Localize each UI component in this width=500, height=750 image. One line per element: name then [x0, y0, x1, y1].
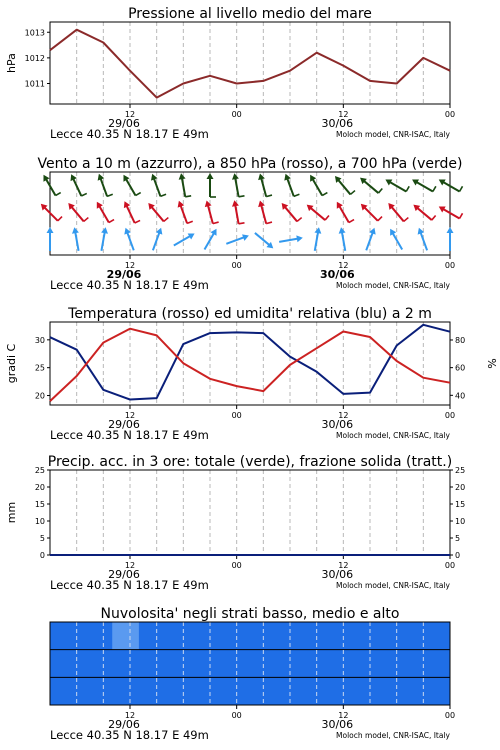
wind-arrow [179, 173, 191, 197]
wind-barb [107, 194, 113, 196]
wind-arrow [439, 206, 463, 218]
x-tick-label: 00 [231, 110, 242, 119]
wind-arrow-head [72, 227, 79, 234]
x-date-label: 29/06 [108, 418, 140, 431]
wind-arrow [310, 175, 327, 196]
pressure-line [50, 30, 450, 98]
y-tick-label: 0 [39, 551, 45, 560]
model-credit: Moloch model, CNR-ISAC, Italy [336, 731, 450, 740]
wind-arrow-head [296, 235, 303, 242]
x-tick-label: 12 [124, 411, 136, 420]
y-tick-label: 1011 [24, 79, 45, 89]
chart-title: Precip. acc. in 3 ore: totale (verde), frazione solida (tratt.) [47, 454, 453, 470]
x-tick-label: 12 [338, 411, 349, 420]
y-tick-label: 25 [34, 466, 45, 475]
wind-barb [136, 193, 141, 196]
x-tick-label: 00 [444, 110, 456, 119]
plot-frame [50, 22, 450, 104]
wind-barb [239, 196, 245, 197]
x-tick-label: 12 [338, 261, 349, 270]
location-label: Lecce 40.35 N 18.17 E 49m [50, 127, 209, 141]
wind-arrow [43, 175, 60, 196]
model-credit: Moloch model, CNR-ISAC, Italy [336, 281, 450, 290]
wind-barb [349, 220, 354, 223]
model-credit: Moloch model, CNR-ISAC, Italy [336, 581, 450, 590]
y-axis-label: mm [5, 501, 18, 524]
model-credit: Moloch model, CNR-ISAC, Italy [336, 431, 450, 440]
wind-arrow [148, 203, 168, 221]
temperature-humidity-chart [5, 306, 498, 442]
wind-arrow [413, 205, 435, 220]
wind-arrow [339, 227, 346, 251]
wind-barb [109, 220, 114, 223]
wind-arrow [232, 173, 244, 197]
wind-arrow [151, 174, 166, 197]
y-tick-label: 1012 [24, 53, 45, 63]
wind-arrow [335, 176, 355, 194]
location-label: Lecce 40.35 N 18.17 E 49m [50, 278, 209, 292]
wind-arrow [207, 173, 217, 197]
cloud-cell-light [112, 622, 139, 650]
wind-barb [325, 215, 329, 220]
wind-arrow [418, 228, 427, 251]
wind-arrow [205, 229, 217, 250]
wind-barb [460, 186, 463, 191]
wind-arrow [68, 203, 88, 221]
wind-barb [185, 196, 191, 197]
x-tick-label: 00 [444, 261, 456, 270]
temperature-line [50, 329, 450, 401]
y-tick-label: 10 [34, 517, 45, 526]
wind-arrow-head [258, 200, 265, 207]
x-date-label: 30/06 [321, 117, 354, 130]
location-label: Lecce 40.35 N 18.17 E 49m [50, 578, 209, 592]
wind-barb [213, 222, 219, 224]
y2-tick-label: 5 [455, 534, 461, 543]
chart-title: Temperatura (rosso) ed umidita' relativa (blu) a 2 m [68, 306, 432, 322]
x-date-label: 30/06 [321, 568, 354, 581]
y2-tick-label: 60 [455, 363, 466, 373]
wind-arrow [255, 233, 273, 248]
x-date-label: 29/06 [106, 268, 142, 281]
x-tick-label: 12 [338, 711, 349, 720]
y-tick-label: 1013 [24, 28, 45, 38]
wind-arrow [412, 179, 436, 191]
x-date-label: 29/06 [108, 568, 140, 581]
wind-arrow [282, 203, 302, 221]
y2-axis-label: % [485, 358, 498, 369]
wind-arrow-head [179, 173, 186, 180]
y2-tick-label: 15 [455, 500, 466, 509]
x-date-label: 30/06 [321, 418, 354, 431]
wind-arrow-head [339, 227, 346, 234]
model-credit: Moloch model, CNR-ISAC, Italy [336, 130, 450, 139]
wind-arrow [388, 203, 408, 221]
x-date-label: 30/06 [321, 718, 354, 731]
wind-barb [266, 222, 272, 224]
cloud-row-alto [50, 622, 450, 650]
wind-chart [37, 156, 462, 292]
wind-arrow [41, 204, 62, 221]
cloud-row-basso [50, 677, 450, 705]
y-tick-label: 20 [34, 391, 45, 401]
precipitation-chart [5, 454, 465, 592]
x-tick-label: 12 [338, 561, 349, 570]
y-tick-label: 5 [39, 534, 45, 543]
wind-arrow [258, 173, 272, 196]
x-tick-label: 12 [124, 711, 136, 720]
wind-arrow [226, 234, 249, 243]
wind-arrow [232, 200, 244, 224]
y2-tick-label: 80 [455, 335, 466, 345]
wind-arrow [174, 233, 195, 245]
x-date-label: 29/06 [108, 718, 140, 731]
wind-arrow [101, 227, 108, 251]
y2-tick-label: 20 [455, 483, 466, 492]
wind-arrow-head [47, 227, 54, 233]
wind-barb [160, 194, 166, 196]
wind-barb [58, 217, 62, 221]
y2-tick-label: 40 [455, 391, 466, 401]
y2-tick-label: 0 [455, 551, 461, 560]
wind-arrow [361, 204, 382, 221]
wind-arrow [47, 227, 54, 251]
wind-arrow [385, 179, 409, 191]
x-tick-label: 00 [231, 561, 242, 570]
wind-barb [187, 221, 193, 223]
wind-arrow [124, 228, 133, 251]
y2-tick-label: 10 [455, 517, 466, 526]
wind-barb [350, 191, 355, 195]
x-tick-label: 00 [444, 561, 456, 570]
cloud-cover-chart [50, 606, 455, 742]
wind-barb [81, 193, 86, 196]
wind-arrow-head [314, 227, 321, 234]
chart-title: Vento a 10 m (azzurro), a 850 hPa (rosso), a 700 hPa (verde) [37, 156, 463, 172]
wind-barb [84, 218, 89, 222]
chart-title: Pressione al livello medio del mare [128, 6, 372, 22]
wind-barb [322, 193, 327, 196]
wind-arrow [279, 235, 303, 242]
x-tick-label: 00 [444, 411, 456, 420]
wind-arrow [390, 229, 402, 250]
x-tick-label: 00 [231, 261, 242, 270]
location-label: Lecce 40.35 N 18.17 E 49m [50, 728, 209, 742]
pressure-chart [5, 6, 455, 141]
x-tick-label: 12 [124, 561, 136, 570]
wind-barb [294, 194, 300, 196]
wind-barb [239, 223, 245, 224]
wind-arrow [123, 175, 140, 196]
wind-arrow [124, 201, 140, 223]
wind-barb [266, 195, 272, 197]
wind-barb [378, 217, 382, 221]
wind-arrow [447, 227, 454, 251]
x-tick-label: 00 [444, 711, 456, 720]
chart-title: Nuvolosita' negli strati basso, medio e alto [100, 606, 400, 622]
wind-arrow [97, 202, 114, 223]
x-tick-label: 00 [231, 411, 242, 420]
wind-arrow [439, 179, 463, 191]
y-tick-label: 20 [34, 483, 45, 492]
location-label: Lecce 40.35 N 18.17 E 49m [50, 428, 209, 442]
wind-barb [404, 218, 409, 222]
wind-arrow-head [258, 173, 265, 180]
x-tick-label: 12 [338, 110, 349, 119]
plot-frame [50, 470, 450, 555]
wind-arrow [72, 227, 79, 251]
y-tick-label: 15 [34, 500, 45, 509]
x-tick-label: 12 [124, 110, 136, 119]
wind-barb [56, 193, 61, 196]
y-tick-label: 30 [34, 335, 45, 345]
wind-barb [460, 213, 463, 218]
wind-arrow-head [232, 200, 239, 207]
x-date-label: 30/06 [320, 268, 355, 281]
wind-barb [378, 188, 382, 193]
wind-arrow [153, 228, 162, 251]
wind-arrow [366, 228, 375, 251]
wind-arrow [205, 200, 219, 223]
wind-barb [135, 220, 140, 223]
wind-arrow-head [447, 227, 454, 233]
wind-arrow [71, 174, 87, 196]
wind-arrow-head [232, 173, 239, 180]
wind-arrow [284, 174, 299, 197]
x-tick-label: 12 [124, 261, 136, 270]
wind-arrow [360, 178, 382, 193]
cloud-row-medio [50, 650, 450, 678]
wind-barb [164, 218, 169, 222]
wind-arrow-head [101, 227, 108, 234]
wind-barb [297, 218, 302, 222]
wind-arrow [98, 174, 113, 197]
x-tick-label: 00 [231, 711, 242, 720]
plot-frame [50, 172, 450, 255]
y-axis-label: hPa [5, 53, 18, 73]
wind-arrow [307, 205, 329, 220]
wind-barb [432, 215, 436, 220]
wind-arrow-head [207, 173, 214, 179]
wind-arrow [258, 200, 272, 223]
y-tick-label: 25 [34, 363, 45, 373]
wind-arrow [337, 202, 354, 223]
x-date-label: 29/06 [108, 117, 140, 130]
wind-arrow-head [205, 200, 212, 207]
wind-arrow [178, 201, 193, 224]
wind-arrow [314, 227, 321, 251]
y2-tick-label: 25 [455, 466, 466, 475]
wind-barb [433, 186, 436, 191]
wind-barb [406, 186, 409, 191]
y-axis-label: gradi C [5, 343, 18, 384]
